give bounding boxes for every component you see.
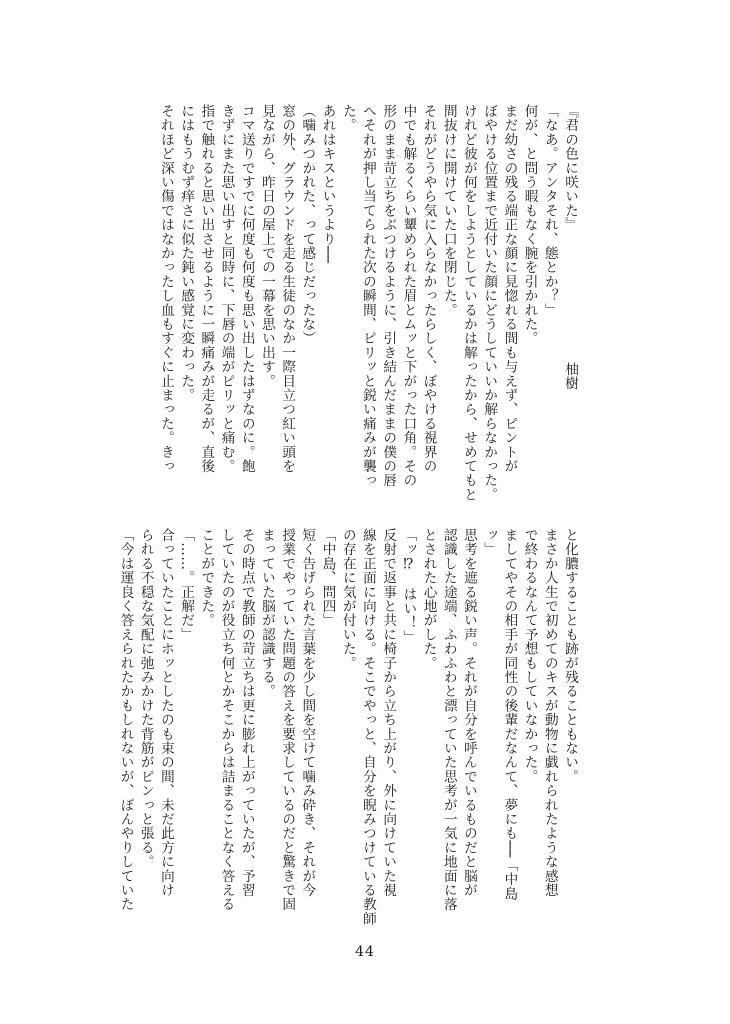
text-line: 合っていたことにホッとしたのも束の間、未だ此方に向け <box>157 528 174 898</box>
page-number: 44 <box>355 944 375 960</box>
text-line: まだ幼さの残る端正な顔に見惚れる間も与えず、ピントが <box>501 104 518 474</box>
text-line: 指で触れると思い出させるように一瞬痛みが走るが、直後 <box>198 104 215 474</box>
text-line: た。 <box>339 104 356 133</box>
text-line: ぼやける位置まで近付いた顔にどうしていいか解らなかった。 <box>481 104 498 502</box>
text-line: それほど深い傷ではなかったし血もすぐに止まった。きっ <box>157 104 174 474</box>
title-line <box>560 104 580 504</box>
text-line: ことができた。 <box>198 528 215 628</box>
text-line: 「ッ⁉ はい！」 <box>400 528 417 644</box>
upper-text-block <box>130 104 580 504</box>
text-line: 短く告げられた言葉を少し間を空けて噛み砕き、それが今 <box>299 528 316 898</box>
text-line: 何が、と問う暇もなく腕を引かれた。 <box>521 104 538 346</box>
text-line: きずにまた思い出すと同時に、下唇の端がピリッと痛む。 <box>218 104 235 474</box>
text-line: へそれが押し当てられた次の瞬間、ピリッと鋭い痛みが襲っ <box>359 104 376 488</box>
text-line: あれはキスというより── <box>319 104 336 264</box>
text-line: していたのが役立ち何とかそこからは詰まることなく答える <box>218 528 235 912</box>
text-line: ッ」 <box>481 528 498 557</box>
text-line: 「……。正解だ」 <box>178 528 195 642</box>
text-line: 「中島、問四」 <box>319 528 336 628</box>
text-line: 見ながら、昨日の屋上での一幕を思い出す。 <box>258 104 275 388</box>
story-title: 『君の色に咲いた』 <box>562 104 578 232</box>
text-line: 線を正面に向ける。そこでやっと、自分を睨みつけている教師 <box>359 528 376 926</box>
text-line: 窓の外、グラウンドを走る生徒のなか一際目立つ紅い頭を <box>279 104 296 474</box>
text-line: 間抜けに開けていた口を閉じた。 <box>440 104 457 317</box>
text-line: にはもうむず痒さに似た鈍い感覚に変わった。 <box>178 104 195 403</box>
text-line: の存在に気が付いた。 <box>339 528 356 670</box>
text-line: と化膿することも跡が残ることもない。 <box>562 528 578 784</box>
text-line: それがどうやら気に入らなかったらしく、ぼやける視界の <box>420 104 437 474</box>
text-line: 「今は運良く答えられたかもしれないが、ぼんやりしていた <box>117 528 134 912</box>
text-line: けれど彼が何をしようとしているかは解ったから、せめてもと <box>460 104 477 502</box>
lower-text-block <box>117 528 580 926</box>
text-line: その時点で教師の苛立ちは更に膨れ上がっていたが、予習 <box>238 528 255 898</box>
text-line: まさか人生で初めてのキスが動物に戯れられたような感想 <box>541 528 558 898</box>
text-line: 反射で返事と共に椅子から立ち上がり、外に向けていた視 <box>380 528 397 898</box>
text-line: ましてやその相手が同性の後輩だなんて、夢にも──「中島 <box>501 528 518 901</box>
text-line: コマ送りですでに何度も何度も思い出したはずなのに。飽 <box>238 104 255 474</box>
text-line: とされた心地がした。 <box>420 528 437 670</box>
text-line: 「なあ。アンタそれ、態とか？」 <box>541 104 558 317</box>
text-line: られる不穏な気配に弛みかけた背筋がピンっと張る。 <box>137 528 154 869</box>
text-line: 思考を遮る鋭い声。それが自分を呼んでいるものだと脳が <box>460 528 477 898</box>
text-line: 形のまま苛立ちをぶつけるように、引き結んだままの僕の唇 <box>380 104 397 488</box>
author-name: 柚樹 <box>562 362 578 391</box>
text-line: 認識した途端、ふわふわと漂っていた思考が一気に地面に落 <box>440 528 457 912</box>
text-line: まっていた脳が認識する。 <box>258 528 275 699</box>
text-line: で終わるなんて予想もしていなかった。 <box>521 528 538 784</box>
text-line: （噛みつかれた、って感じだったな） <box>299 104 316 346</box>
text-line: 授業でやっていた問題の答えを要求しているのだと驚きで固 <box>279 528 296 912</box>
text-line: 中でも解るくらい顰められた眉とムッと下がった口角。その <box>400 104 417 488</box>
